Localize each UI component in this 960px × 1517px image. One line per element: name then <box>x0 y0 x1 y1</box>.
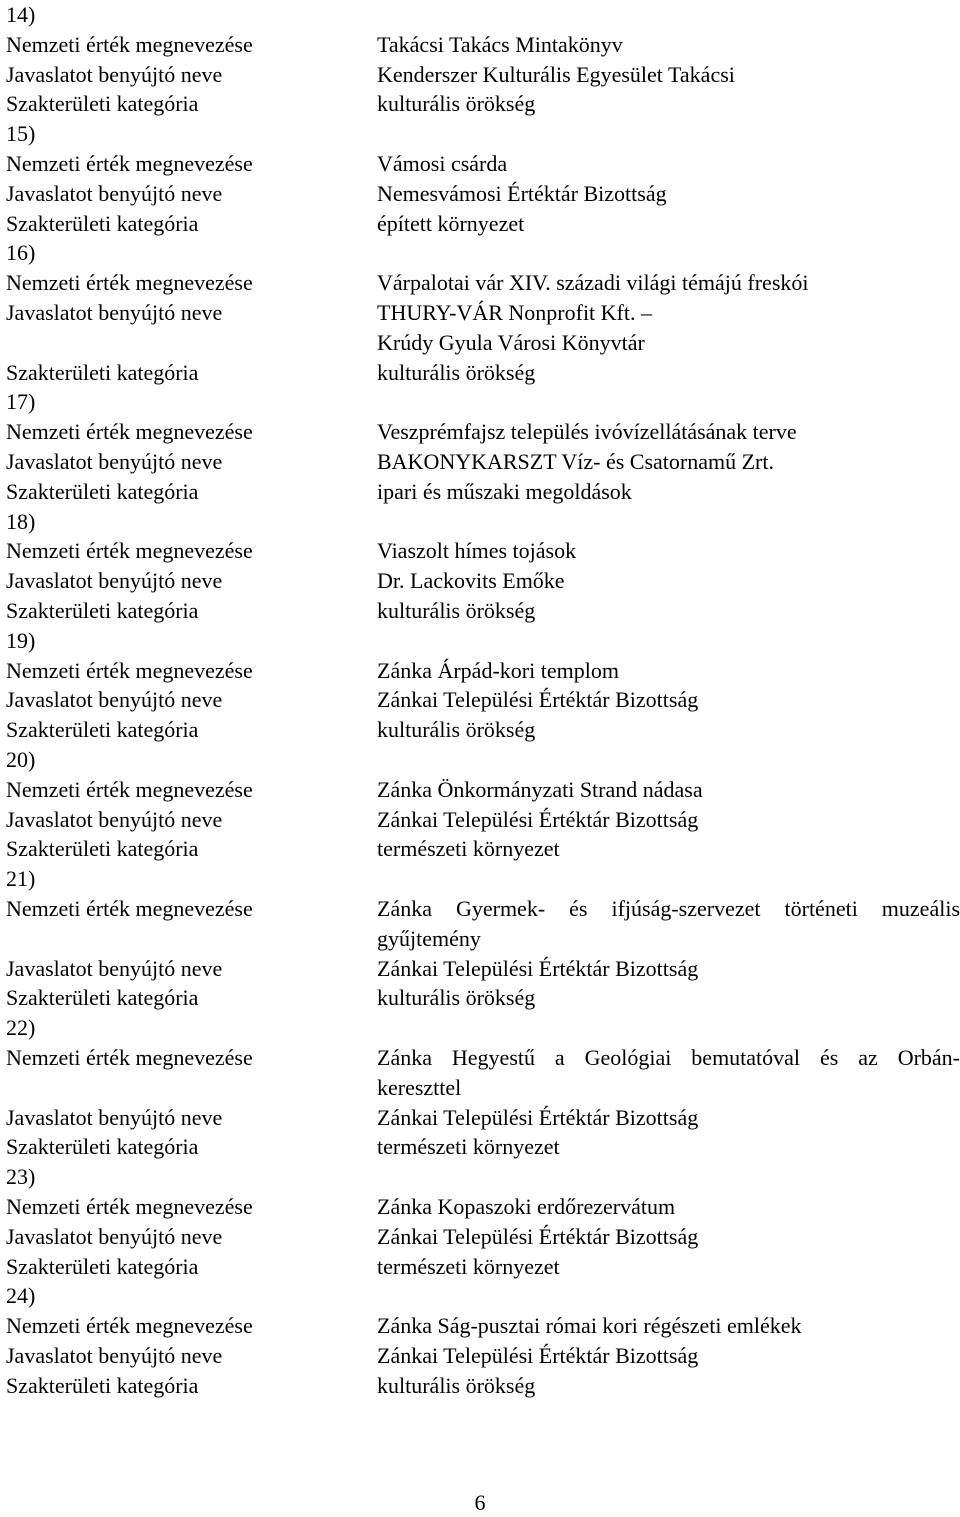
proposer-label: Javaslatot benyújtó neve <box>6 806 223 832</box>
value-name-label: Nemzeti érték megnevezése <box>6 657 253 683</box>
entry-number: 17) <box>6 389 36 415</box>
value-name: Várpalotai vár XIV. századi világi témájú freskói <box>377 270 809 296</box>
value-name-line <box>0 268 960 298</box>
value-name: Viaszolt hímes tojások <box>377 538 577 564</box>
proposer-line <box>0 685 960 715</box>
proposer-line <box>0 805 960 835</box>
entry-number-line <box>0 864 960 894</box>
proposer-label: Javaslatot benyújtó neve <box>6 180 223 206</box>
value-name: Zánka Hegyestű a Geológiai bemutatóval és az Orbán- <box>377 1045 960 1070</box>
proposer-label: Javaslatot benyújtó neve <box>6 1104 223 1130</box>
value-name: Zánka Árpád-kori templom <box>377 657 619 683</box>
category-line <box>0 715 960 745</box>
category-line <box>0 477 960 507</box>
value-name: Zánka Ság-pusztai római kori régészeti emlékek <box>377 1313 802 1339</box>
proposer-name: Zánkai Települési Értéktár Bizottság <box>377 1223 699 1249</box>
category-value: ipari és műszaki megoldások <box>377 478 632 504</box>
category-label: Szakterületi kategória <box>6 359 199 385</box>
proposer-line <box>0 60 960 90</box>
value-name-continuation: kereszttel <box>377 1074 462 1100</box>
value-name-line <box>0 1192 960 1222</box>
proposer-name: Zánkai Települési Értéktár Bizottság <box>377 687 699 713</box>
value-name-label: Nemzeti érték megnevezése <box>6 1045 253 1070</box>
category-label: Szakterületi kategória <box>6 1134 199 1160</box>
category-line <box>0 1252 960 1282</box>
category-value: épített környezet <box>377 210 525 236</box>
category-label: Szakterületi kategória <box>6 717 199 743</box>
entry-number: 23) <box>6 1164 36 1190</box>
category-label: Szakterületi kategória <box>6 598 199 623</box>
entry-number-line <box>0 119 960 149</box>
entry-number-line <box>0 1281 960 1311</box>
entry-number: 18) <box>6 508 36 534</box>
value-name-label: Nemzeti érték megnevezése <box>6 896 253 921</box>
category-value: természeti környezet <box>377 836 560 862</box>
entry-number: 19) <box>6 627 36 653</box>
category-label: Szakterületi kategória <box>6 210 199 236</box>
entry-number: 14) <box>6 2 36 27</box>
value-name-line <box>0 536 960 566</box>
proposer-label: Javaslatot benyújtó neve <box>6 568 223 594</box>
value-name: Veszprémfajsz település ivóvízellátásának terve <box>377 419 797 445</box>
value-name-label: Nemzeti érték megnevezése <box>6 1313 253 1339</box>
category-value: természeti környezet <box>377 1134 560 1160</box>
category-label: Szakterületi kategória <box>6 478 199 504</box>
value-name-line <box>0 1311 960 1341</box>
entry-number: 24) <box>6 1283 36 1309</box>
proposer-line <box>0 954 960 984</box>
entry-number: 21) <box>6 866 36 892</box>
proposer-name: Kenderszer Kulturális Egyesület Takácsi <box>377 61 735 87</box>
entry-number-line <box>0 507 960 537</box>
category-value: kulturális örökség <box>377 985 536 1011</box>
proposer-name: Nemesvámosi Értéktár Bizottság <box>377 180 667 206</box>
entry-number: 16) <box>6 240 36 266</box>
value-name: Zánka Önkormányzati Strand nádasa <box>377 776 703 802</box>
entry-number-line <box>0 745 960 775</box>
value-name: Takácsi Takács Mintakönyv <box>377 31 623 57</box>
category-line <box>0 596 960 626</box>
proposer-label: Javaslatot benyújtó neve <box>6 687 223 713</box>
proposer-line <box>0 298 960 328</box>
value-name: Zánka Gyermek- és ifjúság-szervezet történeti muzeális <box>377 896 960 921</box>
value-name-label: Nemzeti érték megnevezése <box>6 538 253 564</box>
value-name-cont-line <box>0 924 960 954</box>
proposer-line <box>0 1103 960 1133</box>
category-line <box>0 89 960 119</box>
proposer-name: Dr. Lackovits Emőke <box>377 568 565 594</box>
proposer-line <box>0 179 960 209</box>
value-name-line <box>0 417 960 447</box>
value-name: Zánka Kopaszoki erdőrezervátum <box>377 1194 676 1219</box>
category-value: kulturális örökség <box>377 91 536 117</box>
category-line <box>0 358 960 388</box>
category-label: Szakterületi kategória <box>6 1372 199 1398</box>
category-label: Szakterületi kategória <box>6 985 199 1011</box>
proposer-name: THURY-VÁR Nonprofit Kft. – <box>377 300 652 325</box>
value-name-label: Nemzeti érték megnevezése <box>6 270 253 296</box>
proposer-label: Javaslatot benyújtó neve <box>6 1223 223 1249</box>
proposer-label: Javaslatot benyújtó neve <box>6 449 223 474</box>
category-line <box>0 1371 960 1401</box>
value-name-cont-line <box>0 1073 960 1103</box>
value-name-line <box>0 1043 960 1073</box>
category-value: kulturális örökség <box>377 1372 536 1398</box>
page-number: 6 <box>474 1490 486 1515</box>
value-name-line <box>0 149 960 179</box>
value-name-line <box>0 656 960 686</box>
value-name-label: Nemzeti érték megnevezése <box>6 1194 253 1219</box>
entry-number: 15) <box>6 121 36 147</box>
proposer-name: Zánkai Települési Értéktár Bizottság <box>377 1343 699 1368</box>
category-label: Szakterületi kategória <box>6 91 199 117</box>
category-line <box>0 1132 960 1162</box>
entry-number-line <box>0 626 960 656</box>
proposer-label: Javaslatot benyújtó neve <box>6 955 223 981</box>
value-name-continuation: gyűjtemény <box>377 925 481 951</box>
entry-number-line <box>0 1013 960 1043</box>
proposer-name: Zánkai Települési Értéktár Bizottság <box>377 1104 699 1130</box>
entry-number-line <box>0 0 960 30</box>
proposer-name: BAKONYKARSZT Víz- és Csatornamű Zrt. <box>377 449 774 474</box>
proposer-name: Zánkai Települési Értéktár Bizottság <box>377 806 699 832</box>
value-name-line <box>0 894 960 924</box>
category-value: természeti környezet <box>377 1253 560 1279</box>
proposer-line <box>0 447 960 477</box>
value-name-label: Nemzeti érték megnevezése <box>6 31 253 57</box>
proposer-line <box>0 1222 960 1252</box>
category-label: Szakterületi kategória <box>6 1253 199 1279</box>
category-value: kulturális örökség <box>377 359 536 385</box>
category-line <box>0 209 960 239</box>
value-name: Vámosi csárda <box>377 151 508 176</box>
proposer-cont-line <box>0 328 960 358</box>
category-label: Szakterületi kategória <box>6 836 199 862</box>
category-value: kulturális örökség <box>377 717 536 743</box>
category-value: kulturális örökség <box>377 598 536 623</box>
value-name-line <box>0 30 960 60</box>
entry-number: 22) <box>6 1015 36 1041</box>
entry-number: 20) <box>6 747 36 772</box>
entry-number-line <box>0 1162 960 1192</box>
category-line <box>0 983 960 1013</box>
proposer-line <box>0 1341 960 1371</box>
proposer-label: Javaslatot benyújtó neve <box>6 300 223 325</box>
entry-number-line <box>0 238 960 268</box>
category-line <box>0 834 960 864</box>
proposer-label: Javaslatot benyújtó neve <box>6 1343 223 1368</box>
entry-number-line <box>0 387 960 417</box>
proposer-name-continuation: Krúdy Gyula Városi Könyvtár <box>377 329 645 355</box>
value-name-label: Nemzeti érték megnevezése <box>6 776 253 802</box>
value-name-label: Nemzeti érték megnevezése <box>6 151 253 176</box>
proposer-line <box>0 566 960 596</box>
value-name-line <box>0 775 960 805</box>
proposer-name: Zánkai Települési Értéktár Bizottság <box>377 955 699 981</box>
value-name-label: Nemzeti érték megnevezése <box>6 419 253 445</box>
proposer-label: Javaslatot benyújtó neve <box>6 61 223 87</box>
